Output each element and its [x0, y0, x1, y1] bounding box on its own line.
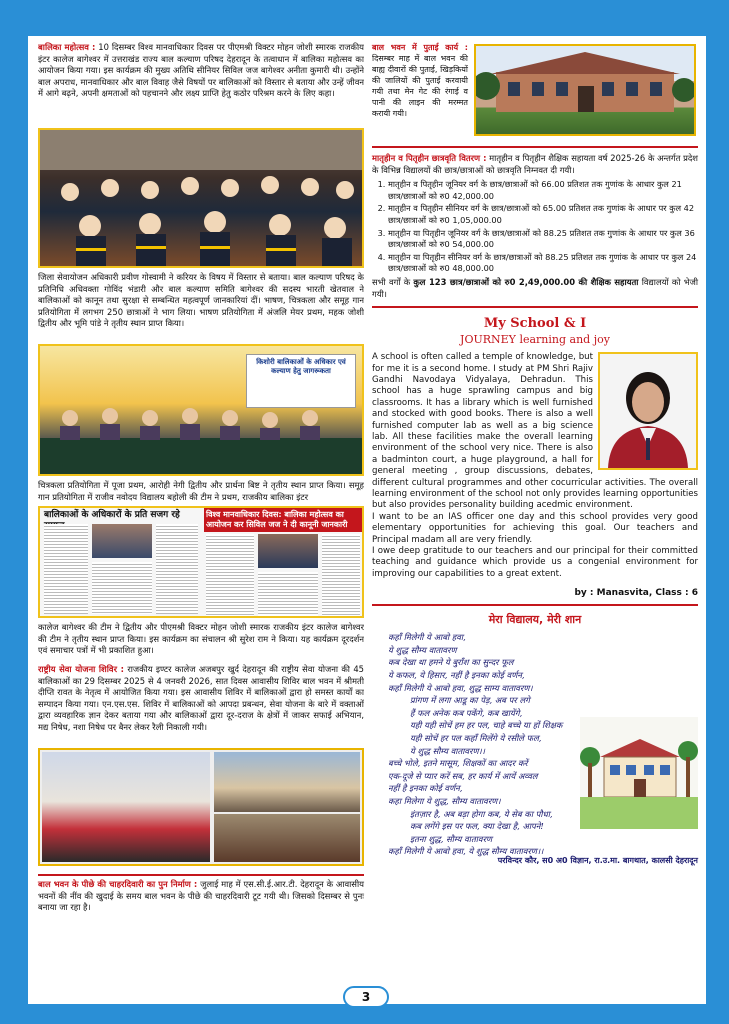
students-illustration [40, 130, 362, 266]
poem-lines [388, 631, 688, 858]
poem-byline: परविन्दर कौर, स0 अ0 विज्ञान, रा.उ.मा. बागथात, कालसी देहरादून [497, 856, 698, 866]
news-clip-2 [204, 508, 362, 616]
page-number: 3 [343, 986, 389, 1008]
student-portrait [598, 352, 698, 470]
students-audience-photo [38, 128, 364, 268]
event-conclusion-paragraph: कालेज बागेश्वर की टीम ने द्वितीय और पीएमश्री विक्टर मोहन जोशी स्मारक राजकीय इंटर कालेज बागेश्वर की टीम ने तृतीय स्थान प्राप्त किया। इस कार्यक्रम का संचालन श्री सुरेश राम ने किया। यह कार्यक्रम दूरदर्शन एवं समाचार पत्रों में भी प्रकाशित हुआ। [38, 622, 364, 656]
essay-paragraph-2: I want to be an IAS officer one day and this school provides very good elementary opportunities for achieving this goal. Our teachers and Principal madam all are very friendly. [372, 511, 698, 545]
poem-line: ये कफल, ये हिसार, नहीं है इनका कोई वर्णन, [388, 670, 525, 681]
poem-line: कहाँ मिलेगी ये आबो हवा, [388, 632, 466, 643]
painting-work-title: बाल भवन में पुताई कार्य : [372, 43, 468, 52]
scholarship-summary: सभी वर्गों के कुल 123 छात्र/छात्राओं को रु0 2,49,000.00 की शैक्षिक सहायता विद्यालयों को भेजी गयी। [372, 276, 698, 299]
poem-line: यही यही सोचें हम हर पल, चाहे बच्चे या हों शिक्षक [410, 720, 563, 731]
poem-line: ये शुद्ध सौम्य वातावरण।। [410, 745, 485, 756]
bal-bhavan-building-photo [474, 44, 696, 136]
newspaper-clippings [38, 506, 364, 618]
boundary-wall-title: बाल भवन के पीछे की चाहरदिवारी का पुन निर्माण : [38, 879, 198, 889]
poem-line: इंतज़ार है, अब बड़ा होगा कब, ये सेब का पौधा, [410, 808, 553, 819]
poem-title: मेरा विद्यालय, मेरी शान [488, 613, 582, 627]
scholarship-item: 3. मातृहीन या पितृहीन जूनियर वर्ग के छात्र/छात्राओं को 88.25 प्रतिशत तक गुणांक के आधार पर कुल 36 छात्र/छात्राओं को रु0 54,000.00 [388, 228, 698, 251]
right-column [372, 42, 698, 866]
balika-mahotsav-title: बालिका महोत्सव : [38, 42, 96, 52]
event-banner: किशोरी बालिकाओं के अधिकार एवं कल्याण हेतु जागरूकता [246, 354, 356, 408]
scholarship-item: 4. मातृहीन या पितृहीन सीनियर वर्ग के छात्र/छात्राओं को 88.25 प्रतिशत तक गुणांक के आधार पर कुल 24 छात्र/छात्राओं को रु0 48,000.00 [388, 252, 698, 275]
essay-subtitle: JOURNEY learning and joy [460, 333, 610, 347]
scholarship-intro: मातृहीन व पितृहीन छात्रवृति वितरण : मातृहीन व पितृहीन शैक्षिक सहायता वर्ष 2025-26 के अन्तर्गत प्रदेश के विभिन्न विद्यालयों की छात्र/छात्राओं को छात्रवृति निम्नवत दी गयी। [372, 153, 698, 175]
balika-mahotsav-paragraph: बालिका महोत्सव : 10 दिसम्बर विश्व मानवाधिकार दिवस पर पीएमश्री विक्टर मोहन जोशी स्मारक राजकीय इंटर कालेज बागेश्वर में उत्तराखंड राज्य बाल कल्याण परिषद देहरादून के तत्वाधान में बालिका महोत्सव का आयोजन किया गया। इस कार्यक्रम की मुख्य अतिथि सीनियर सिविल जज बागेश्वर अनीता कुमारी थी। उन्होंने बाल अपराध, मानवाधिकार और बाल विवाह जैसे विषयों पर बालिकाओं को विस्तार से बताया और उन्हें जीवन में आगे बढ़ने, अपनी क्षमताओं को पहचानने और लक्ष्य प्राप्ति हेतु कठोर परिश्रम करने के लिए कहा। [38, 42, 364, 99]
nss-camp-photo-collage [38, 748, 364, 866]
news-headline-2: विश्व मानवाधिकार दिवस: बालिका महोत्सव का आयोजन कर सिविल जज ने दी कानूनी जानकारी [204, 508, 362, 532]
essay-paragraph-1: A school is often called a temple of knowledge, but for me it is a second home. I study at PM Shri Rajiv Gandhi Navodaya Vidyalaya, Dehradun. This school has a huge sprawling campus and big classrooms. It has a library which is well furnished and stocked with good books. There is also a well furnished computer lab as well as a big science lab. All these facilities make the overall learning environment of the school very nice. There is also a badminton court, a huge playground, a hall for general meeting , group discussions, debates, different cultural programmes and other cocurricular activities. The overall learning environment of the school not only provides learning opportunities but also provides personality building acedmic environment. [372, 352, 698, 511]
nss-photo-1 [42, 752, 210, 862]
poem-line: प्रांगण में लगा आडू का पेड़, अब पर लगे [410, 695, 530, 706]
poem-line: कहाँ मिलेगी ये आबो हवा, ये शुद्ध सौम्य वातावरण।। [388, 846, 544, 857]
poem-line: नहीं है इनका कोई वर्णन, [388, 783, 463, 794]
poem-line: एक-दूजे से प्यार करें सब, हर कार्य में आयें अव्वल [388, 770, 538, 781]
dignitaries-stage-photo [38, 344, 364, 476]
news-headline-1: बालिकाओं के अधिकारों के प्रति सजग रहे [44, 510, 180, 520]
nss-photo-3 [214, 814, 360, 862]
poem-line: कब लगेंगे इस पर फल, क्या देखा है, आपने! [410, 821, 544, 832]
essay-byline: by : Manasvita, Class : 6 [574, 588, 698, 599]
essay-paragraph-3: I owe deep gratitude to our teachers and our principal for their committed teaching and guidance which provide us a congenial environment for improving our capabilities to a great extent. [372, 546, 698, 579]
scholarship-item: 1. मातृहीन व पितृहीन जूनियर वर्ग के छात्र/छात्राओं को 66.00 प्रतिशत तक गुणांक के आधार कुल 21 छात्र/छात्राओं को रु0 42,000.00 [388, 179, 698, 202]
poem-line: कहा मिलेगा ये शुद्ध, सौम्य वातावरण। [388, 795, 501, 806]
essay-title: My School & I [483, 316, 587, 332]
poem-line: हैं फल अनेक कब पकेंगे, कब खायेंगे, [410, 707, 523, 718]
scholarship-item: 2. मातृहीन व पितृहीन सीनियर वर्ग के छात्र/छात्राओं को 65.00 प्रतिशत तक गुणांक के आधार पर कुल 42 छात्र/छात्राओं को रु0 1,05,000.00 [388, 203, 698, 226]
news-clip-1 [42, 508, 200, 616]
poem-line: यही सोचें हर पल कहाँ मिलेंगे ये रसीले फल, [410, 733, 542, 743]
nss-camp-title: राष्ट्रीय सेवा योजना शिविर : [38, 664, 124, 674]
poem-line: ये शुद्ध सौम्य वातावरण [388, 644, 457, 655]
nss-camp-paragraph: राष्ट्रीय सेवा योजना शिविर : राजकीय इण्टर कालेज अजबपुर खुर्द देहरादून की राष्ट्रीय सेवा योजना की 45 बालिकाओं का 29 दिसम्बर 2025 से 4 जनवरी 2026, सात दिवस आवासीय शिविर बाल भवन में श्रीमती दीप्ति रावत के नेतृत्व में आयोजित किया गया। इस आवासीय शिविर में बालिकाओं द्वारा हो समस्त कार्यों का सम्पादन किया गया। एन.एस.एस. शिविर में बालिकाओं को आपदा प्रबन्धन, सेवा योजना के बारे में वक्ताओं द्वारा व्यवहारिक ज्ञान देकर बताया गया और बालिकाओं द्वारा दूर-दराज के क्षेत्रों में जाकर सफाई अभियान, मद्य निषेध, नशा निषेध पर बैनर लेकर रैली निकाली गयी। [38, 664, 364, 732]
poem-section [372, 631, 698, 857]
page [28, 36, 706, 1004]
poem-line: कहाँ मिलेगी ये आबो हवा, शुद्ध साम्य वातावरण। [388, 682, 533, 693]
scholarship-list [372, 179, 698, 275]
poem-line: कब देखा था हमने ये बुराँश का सुन्दर फूल [388, 657, 514, 668]
boundary-wall-paragraph: बाल भवन के पीछे की चाहरदिवारी का पुन निर्माण : जुलाई माह में एस.सी.ई.आर.टी. देहरादून के आवासीय भवनों की नींव की खुदाई के समय बाल भवन के पीछे की चाहरदिवारी टूट गयी थी। जिसको दिसम्बर से पुनः बनाया जा रहा है। [38, 879, 364, 913]
painting-competition-paragraph: चित्रकला प्रतियोगिता में पूजा प्रथम, आरोही नेगी द्वितीय और प्रार्थना बिष्ट ने तृतीय स्थान प्राप्त किया। समूह गान प्रतियोगिता में राजीव नवोदय विद्यालय बहोली की टीम ने प्रथम, राजकीय बालिका इंटर [38, 480, 364, 502]
left-column [38, 42, 364, 914]
portrait-illustration [600, 354, 696, 468]
poem-line: इतना शुद्ध, सौम्य वातावरण [410, 833, 493, 844]
scholarship-title: मातृहीन व पितृहीन छात्रवृति वितरण : [372, 153, 487, 163]
building-illustration [476, 46, 694, 134]
career-guidance-paragraph: जिला सेवायोजन अधिकारी प्रवीण गोस्वामी ने करियर के विषय में विस्तार से बताया। बाल कल्याण परिषद के प्रतिनिधि अधिवक्ता गोविंद भंडारी और बाल कल्याण समिति बागेश्वर की सदस्य भारती खेतवाल ने बालिकाओं को कानून तथा सुरक्षा से सम्बन्धित महत्वपूर्ण जानकारियां दीं। भाषण, चित्रकला और समूह गान प्रतियोगिता में लगभग 250 छात्राओं ने भाग लिया। भाषण प्रतियोगिता में अंजलि मेयर प्रथम, महक जोशी द्वितीय और भूमि पांडे ने तृतीय स्थान प्राप्त किया। [38, 272, 364, 329]
nss-photo-2 [214, 752, 360, 812]
poem-line: बच्चे भोले, इतने मासूम, शिक्षकों का आदर करें [388, 758, 528, 769]
painting-work-paragraph: बाल भवन में पुताई कार्य : दिसम्बर माह में बाल भवन की बाह्य दीवारों की पुताई, खिड़कियों की जालियों की पुताई करवायी गयी तथा मेन गेट की रंगाई व पानी की लाइन की मरम्मत करायी गयी। [372, 43, 468, 118]
